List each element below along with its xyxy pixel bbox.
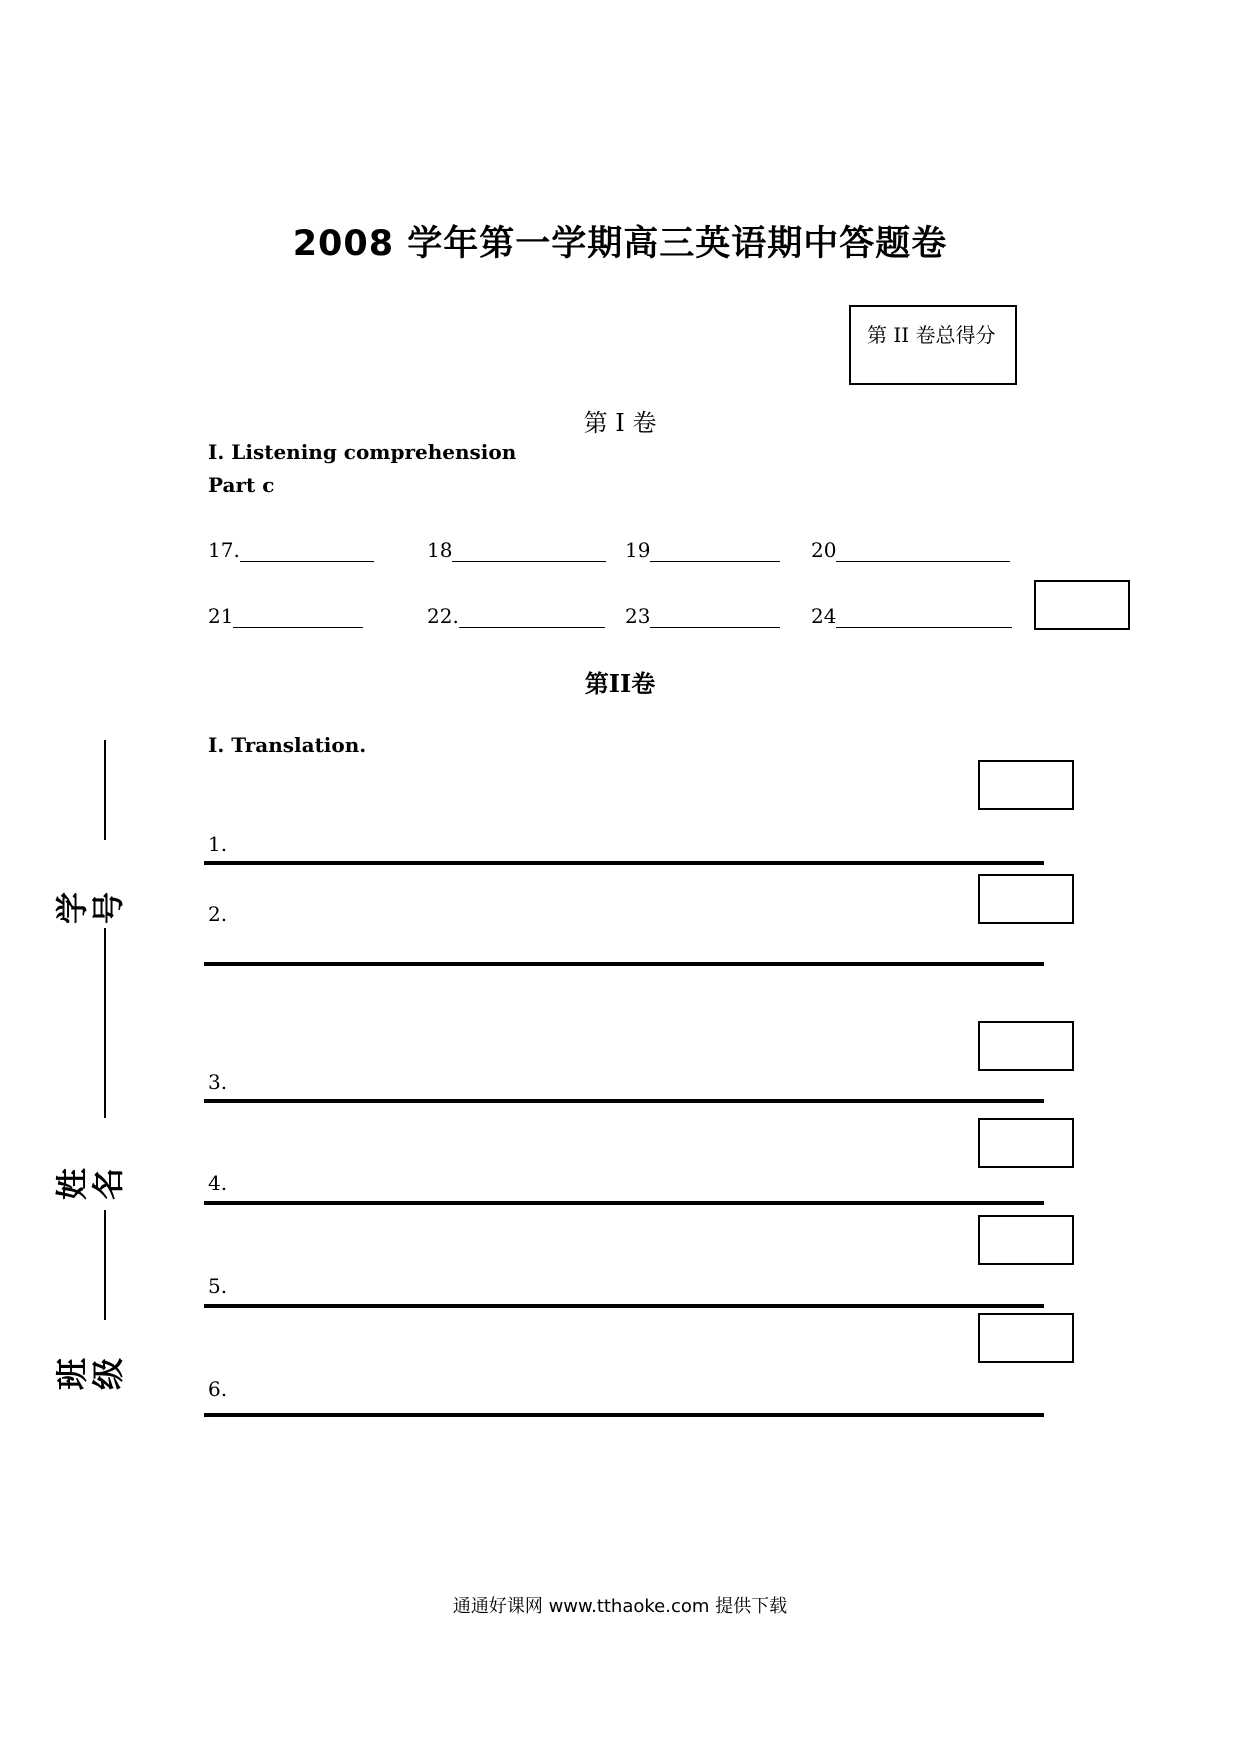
answer-blank[interactable] (233, 609, 363, 628)
item-2-score-box[interactable] (978, 874, 1074, 924)
item-3-score-box[interactable] (978, 1021, 1074, 1071)
listening-score-box[interactable] (1034, 580, 1130, 630)
item-5-score-box[interactable] (978, 1215, 1074, 1265)
answer-21[interactable] (208, 604, 363, 628)
section-1-heading: 第 I 卷 (583, 409, 657, 437)
item-6-answer-line[interactable] (204, 1413, 1044, 1417)
item-6-number: 6. (208, 1377, 228, 1401)
item-4-score-box[interactable] (978, 1118, 1074, 1168)
answer-blank[interactable] (452, 543, 606, 562)
item-3-answer-line[interactable] (204, 1099, 1044, 1103)
student-id-label: 学号 (53, 892, 127, 925)
item-5-number: 5. (208, 1274, 228, 1298)
answer-blank[interactable] (650, 543, 780, 562)
class-label: 班级 (53, 1358, 127, 1391)
item-5-answer-line[interactable] (204, 1304, 1044, 1308)
footer-text: 通通好课网 www.tthaoke.com 提供下载 (452, 1596, 788, 1617)
item-1-number: 1. (208, 832, 228, 856)
name-line[interactable] (104, 1210, 106, 1320)
item-3-number: 3. (208, 1070, 228, 1094)
item-4-number: 4. (208, 1171, 228, 1195)
answer-blank[interactable] (240, 543, 374, 562)
answer-number: 22. (427, 604, 459, 628)
item-1-score-box[interactable] (978, 760, 1074, 810)
answer-number: 19 (625, 538, 651, 562)
item-1-answer-line[interactable] (204, 861, 1044, 865)
item-2-answer-line[interactable] (204, 962, 1044, 966)
item-2-number: 2. (208, 902, 228, 926)
total-score-box[interactable] (849, 305, 1017, 385)
name-line-top (104, 928, 106, 1118)
name-label: 姓名 (53, 1168, 127, 1201)
listening-title: I. Listening comprehension (208, 440, 517, 464)
student-id-line[interactable] (104, 740, 106, 840)
answer-18[interactable] (427, 538, 606, 562)
listening-part: Part c (208, 473, 275, 497)
section-2-heading: 第II卷 (584, 669, 656, 698)
answer-22[interactable] (427, 604, 605, 628)
answer-23[interactable] (625, 604, 780, 628)
answer-blank[interactable] (650, 609, 780, 628)
answer-number: 21 (208, 604, 234, 628)
page-title: 2008 学年第一学期高三英语期中答题卷 (292, 224, 948, 264)
answer-blank[interactable] (836, 543, 1010, 562)
answer-number: 17. (208, 538, 240, 562)
item-6-score-box[interactable] (978, 1313, 1074, 1363)
answer-20[interactable] (811, 538, 1010, 562)
answer-blank[interactable] (459, 609, 605, 628)
answer-number: 18 (427, 538, 453, 562)
translation-title: I. Translation. (208, 733, 367, 757)
answer-24[interactable] (811, 604, 1012, 628)
answer-19[interactable] (625, 538, 780, 562)
answer-number: 24 (811, 604, 837, 628)
answer-number: 23 (625, 604, 651, 628)
answer-number: 20 (811, 538, 837, 562)
total-score-label: 第 II 卷总得分 (867, 323, 996, 347)
answer-17[interactable] (208, 538, 374, 562)
answer-blank[interactable] (836, 609, 1012, 628)
item-4-answer-line[interactable] (204, 1201, 1044, 1205)
